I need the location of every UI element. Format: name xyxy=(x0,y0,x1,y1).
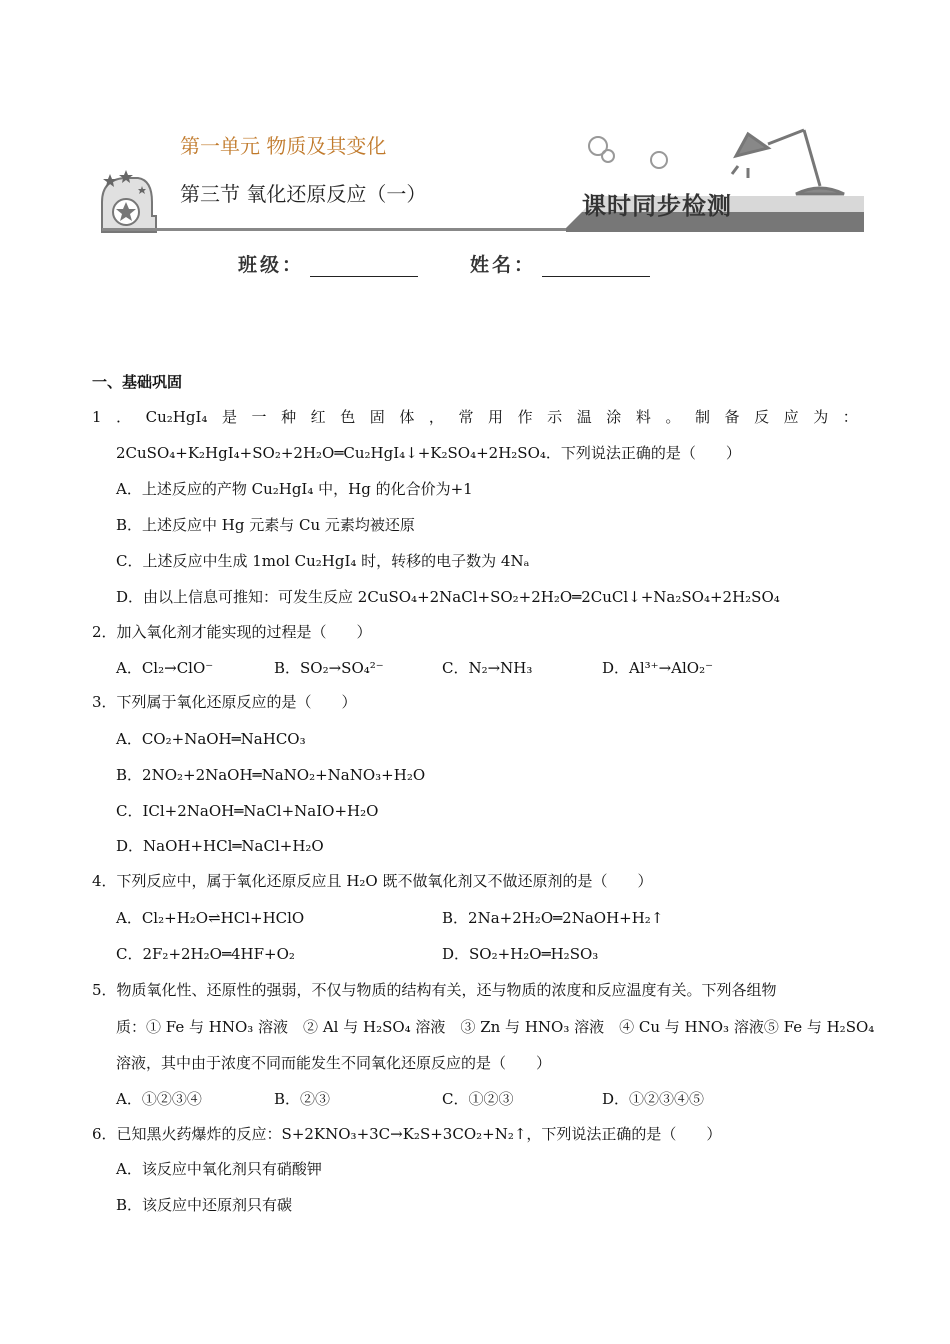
question-5-option-a[interactable]: A．①②③④ xyxy=(116,1090,202,1108)
name-field xyxy=(470,250,650,277)
question-5-stem-line3: 溶液，其中由于浓度不同而能发生不同氧化还原反应的是（ ） xyxy=(116,1054,552,1072)
question-6-option-a[interactable]: A．该反应中氧化剂只有硝酸钾 xyxy=(116,1160,322,1178)
class-field xyxy=(238,250,418,277)
bubbles-icon xyxy=(589,137,667,168)
question-4-option-d[interactable]: D．SO₂+H₂O═H₂SO₃ xyxy=(442,945,599,963)
question-4-option-b[interactable]: B．2Na+2H₂O═2NaOH+H₂↑ xyxy=(442,909,664,927)
question-6-stem: 6．已知黑火药爆炸的反应：S+2KNO₃+3C→K₂S+3CO₂+N₂↑，下列说法正确的是（ ） xyxy=(92,1125,722,1143)
question-3-option-c[interactable]: C．ICl+2NaOH═NaCl+NaIO+H₂O xyxy=(116,802,379,820)
question-2-option-c[interactable]: C．N₂→NH₃ xyxy=(442,659,533,677)
question-1-stem-line2: 2CuSO₄+K₂HgI₄+SO₂+2H₂O═Cu₂HgI₄↓+K₂SO₄+2H₂SO₄．下列说法正确的是（ ） xyxy=(116,444,741,462)
section-title: 第三节 氧化还原反应（一） xyxy=(180,182,427,206)
question-2-option-a[interactable]: A．Cl₂→ClO⁻ xyxy=(116,659,214,677)
question-5-option-c[interactable]: C．①②③ xyxy=(442,1090,514,1108)
question-3-option-d[interactable]: D．NaOH+HCl═NaCl+H₂O xyxy=(116,837,324,855)
badge-text: 课时同步检测 xyxy=(582,192,732,220)
question-1-option-b[interactable]: B．上述反应中 Hg 元素与 Cu 元素均被还原 xyxy=(116,516,415,534)
question-5-option-d[interactable]: D．①②③④⑤ xyxy=(602,1090,705,1108)
desk-lamp-icon xyxy=(732,130,844,194)
name-label: 姓名： xyxy=(470,254,537,276)
section-heading: 一、基础巩固 xyxy=(92,373,183,391)
question-6-option-b[interactable]: B．该反应中还原剂只有碳 xyxy=(116,1196,293,1214)
name-blank[interactable] xyxy=(542,258,650,277)
question-1-option-a[interactable]: A．上述反应的产物 Cu₂HgI₄ 中，Hg 的化合价为+1 xyxy=(116,480,473,498)
question-2-option-b[interactable]: B．SO₂→SO₄²⁻ xyxy=(274,659,384,677)
question-5-option-b[interactable]: B．②③ xyxy=(274,1090,331,1108)
question-3-option-a[interactable]: A．CO₂+NaOH═NaHCO₃ xyxy=(116,730,306,748)
class-blank[interactable] xyxy=(310,258,418,277)
star-badge-icon xyxy=(102,170,156,232)
question-3-stem: 3．下列属于氧化还原反应的是（ ） xyxy=(92,693,357,711)
question-3-option-b[interactable]: B．2NO₂+2NaOH═NaNO₂+NaNO₃+H₂O xyxy=(116,766,426,784)
question-5-stem-line2: 质：① Fe 与 HNO₃ 溶液 ② Al 与 H₂SO₄ 溶液 ③ Zn 与 HNO₃ 溶液 ④ Cu 与 HNO₃ 溶液⑤ Fe 与 H₂SO₄ xyxy=(116,1018,875,1036)
question-4-option-a[interactable]: A．Cl₂+H₂O⇌HCl+HClO xyxy=(116,909,305,927)
question-1-option-d[interactable]: D．由以上信息可推知：可发生反应 2CuSO₄+2NaCl+SO₂+2H₂O═2CuCl↓+Na₂SO₄+2H₂SO₄ xyxy=(116,588,780,606)
question-5-stem-line1: 5．物质氧化性、还原性的强弱，不仅与物质的结构有关，还与物质的浓度和反应温度有关。下列各组物 xyxy=(92,981,777,999)
unit-title: 第一单元 物质及其变化 xyxy=(180,134,387,158)
question-2-stem: 2．加入氧化剂才能实现的过程是（ ） xyxy=(92,623,372,641)
question-4-stem: 4．下列反应中，属于氧化还原反应且 H₂O 既不做氧化剂又不做还原剂的是（ ） xyxy=(92,872,653,890)
class-label: 班级： xyxy=(238,254,305,276)
question-2-option-d[interactable]: D．Al³⁺→AlO₂⁻ xyxy=(602,659,714,677)
question-4-option-c[interactable]: C．2F₂+2H₂O═4HF+O₂ xyxy=(116,945,295,963)
question-1-option-c[interactable]: C．上述反应中生成 1mol Cu₂HgI₄ 时，转移的电子数为 4Nₐ xyxy=(116,552,530,570)
question-1-stem: 1 ． Cu₂HgI₄ 是 一 种 红 色 固 体 ， 常 用 作 示 温 涂 料 。 制 备 反 应 为 ： xyxy=(92,408,858,426)
